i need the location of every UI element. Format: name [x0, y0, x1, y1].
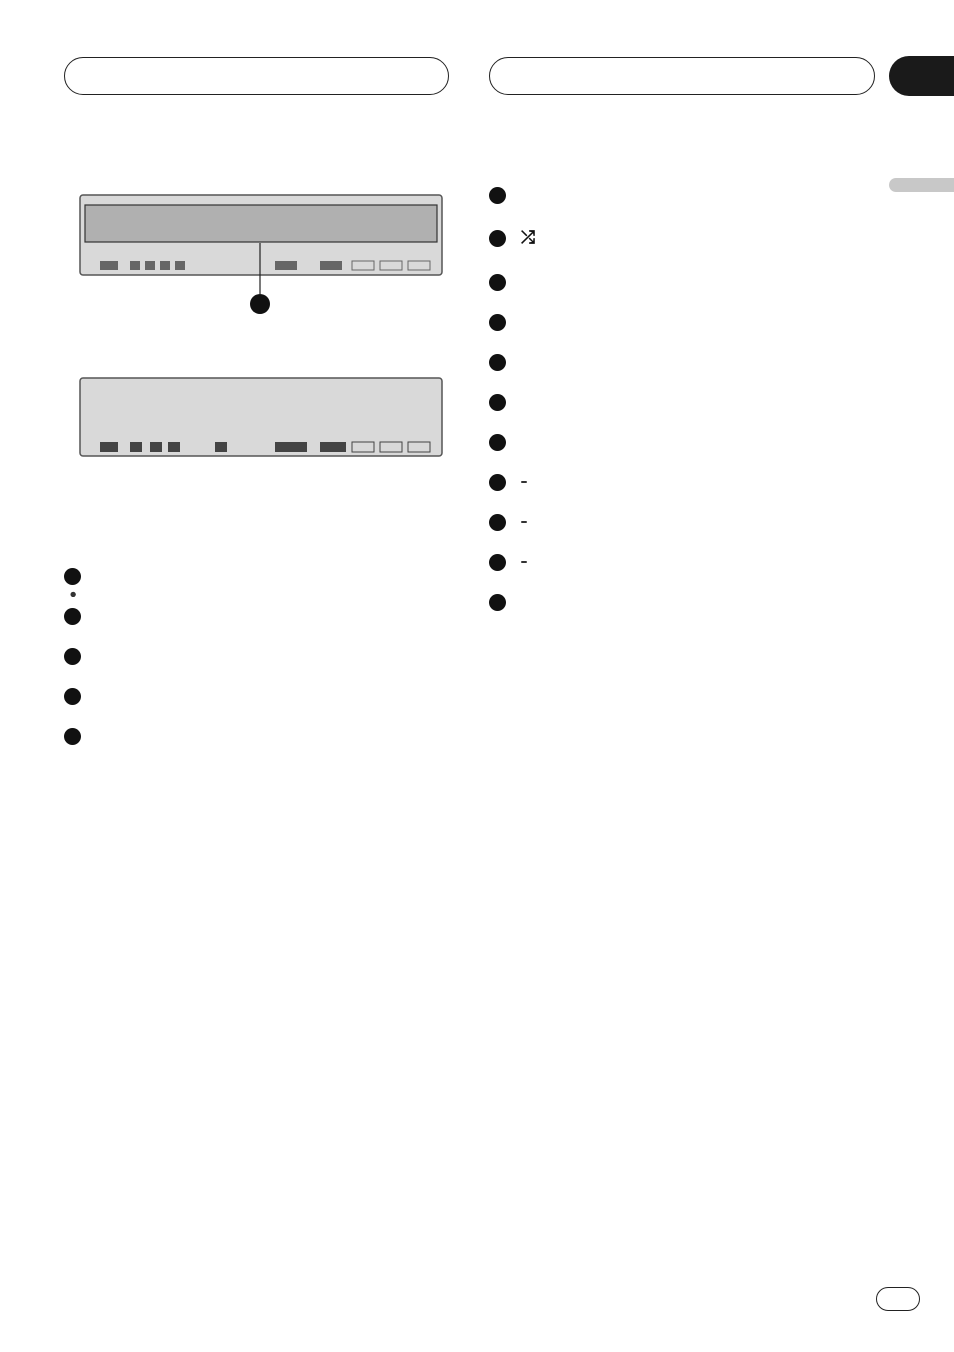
item-5 — [64, 728, 459, 745]
page-number — [876, 1287, 920, 1311]
item-7 — [489, 227, 884, 251]
item-8 — [489, 274, 884, 291]
item-12 — [489, 434, 884, 451]
right-column — [489, 187, 884, 658]
item-desc-2 — [489, 611, 884, 635]
item-number — [64, 728, 81, 745]
mp3-icon — [521, 561, 527, 563]
item-number — [489, 394, 506, 411]
item-14 — [489, 514, 884, 531]
item-number — [489, 230, 506, 247]
item-4 — [64, 688, 459, 705]
item-number — [64, 608, 81, 625]
page-header-title-box — [64, 57, 449, 95]
aac-icon — [521, 481, 527, 483]
item-number — [64, 688, 81, 705]
item-number — [489, 514, 506, 531]
item-number — [489, 187, 506, 204]
item-number — [489, 474, 506, 491]
item-13 — [489, 474, 884, 491]
main-display-area — [85, 205, 437, 242]
item-number — [489, 314, 506, 331]
left-column — [64, 560, 459, 768]
page-header-right-box — [489, 57, 875, 95]
item-3 — [64, 648, 459, 665]
item-2 — [64, 608, 459, 625]
item-number — [64, 648, 81, 665]
item-15 — [489, 554, 884, 571]
item-6 — [489, 187, 884, 204]
item-16 — [489, 594, 884, 635]
shuffle-icon: ⤮ — [521, 228, 535, 248]
item-number — [64, 568, 81, 585]
section-badge — [889, 56, 954, 96]
side-tab-bar — [889, 178, 954, 192]
item-10 — [489, 354, 884, 371]
item-1 — [64, 568, 459, 585]
item-number — [489, 274, 506, 291]
item-number — [489, 554, 506, 571]
item-number — [489, 354, 506, 371]
item-11 — [489, 394, 884, 411]
item-number — [489, 594, 506, 611]
display-diagram — [70, 190, 455, 530]
item-number — [489, 434, 506, 451]
callout-1 — [250, 294, 270, 314]
wma-icon — [521, 521, 527, 523]
item-9 — [489, 314, 884, 331]
